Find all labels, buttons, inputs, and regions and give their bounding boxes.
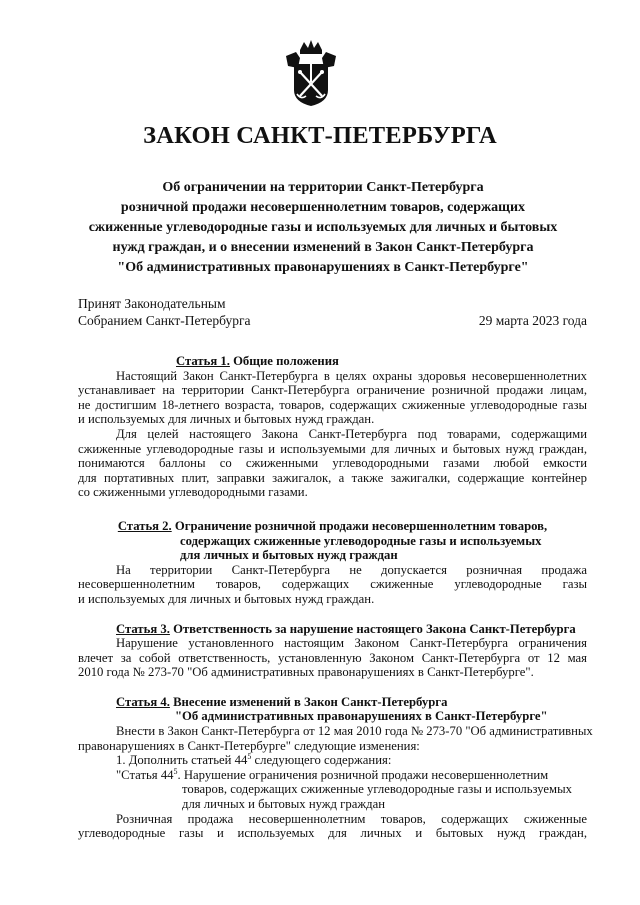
paragraph-line: и используемых для личных и бытовых нужд граждан. <box>78 591 375 606</box>
paragraph-line: несовершеннолетним товаров, содержащих сжиженные углеводородные газы <box>78 577 587 592</box>
adopted-by <box>78 295 251 329</box>
article-number: Статья 2. <box>117 518 172 533</box>
paragraph-line: На территории Санкт-Петербурга не допускается розничная продажа <box>116 562 587 577</box>
paragraph-line: сжиженные углеводородные газы и используемыми для личных и бытовых нужд граждан, <box>78 441 587 456</box>
title-line: Об ограничении на территории Санкт-Петербурга <box>162 180 484 195</box>
article-number: Статья 1. <box>176 354 230 368</box>
article-4-heading <box>78 695 587 710</box>
paragraph-line: Нарушение установленного настоящим Законом Санкт-Петербурга ограничения <box>116 636 587 651</box>
quote-line: для личных и бытовых нужд граждан <box>182 797 385 812</box>
paragraph-line: понимаются баллоны со сжиженными углеводородными газами любой емкости <box>78 456 587 471</box>
paragraph-line: углеводородные газы и используемых для личных и бытовых нужд граждан, <box>78 826 587 841</box>
paragraph-line: Розничная продажа несовершеннолетним товаров, содержащих сжиженные <box>116 811 587 826</box>
document-title <box>70 178 576 278</box>
paragraph-line: Настоящий Закон Санкт-Петербурга в целях охраны здоровья несовершеннолетних <box>116 368 587 383</box>
paragraph-line: и используемых для личных и бытовых нужд граждан. <box>78 412 375 427</box>
quote-text: . Нарушение ограничения розничной продажи несовершеннолетним <box>177 767 549 782</box>
paragraph-line: со сжиженными углеводородными газами. <box>78 485 308 500</box>
paragraph-line: устанавливает на территории Санкт-Петербурга ограничение розничной продажи лицам, <box>78 383 587 398</box>
article-2-heading <box>78 519 587 534</box>
article-title: Общие положения <box>229 354 339 368</box>
paragraph-line: Внести в Закон Санкт-Петербурга от 12 мая 2010 года № 273-70 "Об административных <box>116 724 593 739</box>
document-body <box>78 354 593 841</box>
list-item-text: следующего содержания: <box>251 753 392 768</box>
article-2-heading-line: содержащих сжиженные углеводородные газы и используемых <box>180 533 542 548</box>
paragraph-line: правонарушениях в Санкт-Петербурге" следующие изменения: <box>78 738 420 753</box>
title-line: "Об административных правонарушениях в Санкт-Петербурге" <box>117 260 529 275</box>
quoted-article-title <box>78 768 587 783</box>
superscript: 5 <box>173 766 178 776</box>
title-line: нужд граждан, и о внесении изменений в Закон Санкт-Петербурга <box>112 240 534 255</box>
paragraph-line: не достигшим 18-летнего возраста, товаров, содержащих сжиженные углеводородные газы <box>78 397 587 412</box>
article-title: Ответственность за нарушение настоящего Закона Санкт-Петербурга <box>169 621 576 636</box>
list-item-text: 1. Дополнить статьей 44 <box>116 753 248 768</box>
adopted-line: Собранием Санкт-Петербурга <box>78 313 251 328</box>
law-title: ЗАКОН САНКТ-ПЕТЕРБУРГА <box>143 122 497 149</box>
superscript: 5 <box>247 752 252 762</box>
article-1-heading <box>78 354 587 369</box>
paragraph-line: для портативных плит, заправки зажигалок, а также зажигалки, содержащие контейнер <box>78 470 587 485</box>
title-line: розничной продажи несовершеннолетним товаров, содержащих <box>120 200 526 215</box>
article-number: Статья 4. <box>116 694 170 709</box>
title-line: сжиженные углеводородные газы и используемых для личных и бытовых <box>88 220 558 235</box>
paragraph-line: 2010 года № 273-70 "Об административных правонарушениях в Санкт-Петербурге". <box>78 665 534 680</box>
paragraph-line: Для целей настоящего Закона Санкт-Петербурга под товарами, содержащими <box>116 426 587 441</box>
quote-text: "Статья 44 <box>116 767 174 782</box>
article-2-heading-line: для личных и бытовых нужд граждан <box>180 548 398 563</box>
article-title: Ограничение розничной продажи несовершеннолетним товаров, <box>171 518 548 533</box>
coat-of-arms-icon <box>282 38 340 108</box>
article-3-heading <box>78 622 587 637</box>
adopted-line: Принят Законодательным <box>78 296 226 311</box>
article-number: Статья 3. <box>116 621 170 636</box>
list-item <box>78 753 587 768</box>
quote-line: товаров, содержащих сжиженные углеводородные газы и используемых <box>182 782 572 797</box>
paragraph-line: влечет за собой ответственность, установленную Законом Санкт-Петербурга от 12 мая <box>78 650 587 665</box>
article-4-heading-line: "Об административных правонарушениях в Санкт-Петербурге" <box>175 709 548 724</box>
article-title: Внесение изменений в Закон Санкт-Петербурга <box>169 694 448 709</box>
adopted-date: 29 марта 2023 года <box>478 313 587 328</box>
